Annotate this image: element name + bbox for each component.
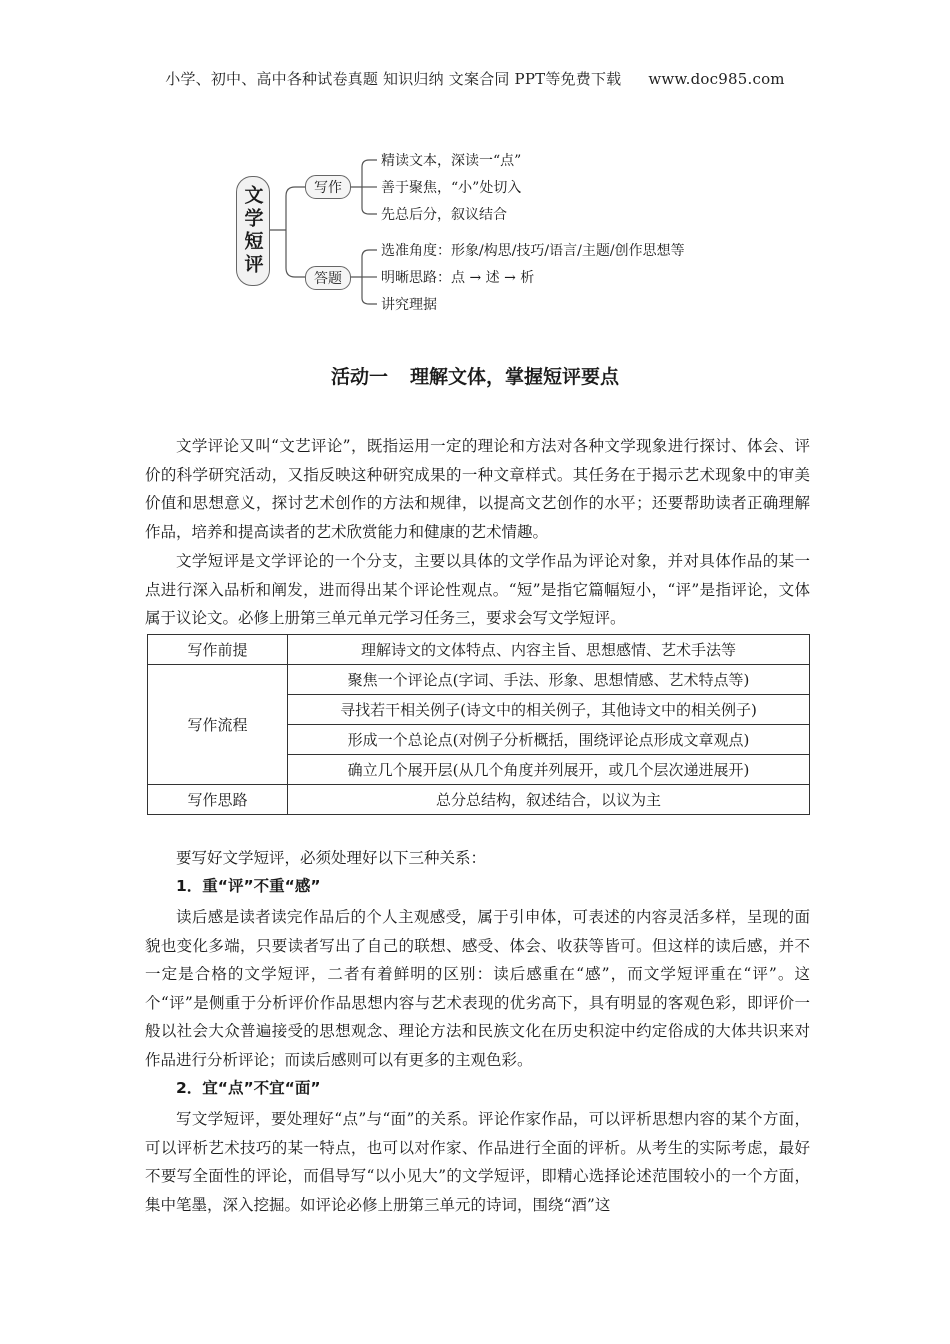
section-title-number: 活动一 bbox=[330, 366, 388, 388]
mind-map-leaf: 精读文本，深读一“点” bbox=[381, 153, 522, 169]
paragraph-intro: 文学评论又叫“文艺评论”，既指运用一定的理论和方法对各种文学现象进行探讨、体会、评价的科学研究活动，又指反映这种研究成果的一种文章样式。其任务在于揭示艺术现象中的审美价值和思想意义，探讨艺术创作的方法和规律，以提高文艺创作的水平；还要帮助读者正确理解作品，培养和提高读者的艺术欣赏能力和健康的艺术情趣。 bbox=[145, 437, 810, 541]
table-row bbox=[148, 665, 810, 695]
header-site: www.doc985.com bbox=[648, 70, 785, 88]
mind-map-leaf: 讲究理据 bbox=[381, 297, 437, 313]
table-cell-label: 写作流程 bbox=[148, 665, 288, 785]
paragraph-point-1: 读后感是读者读完作品后的个人主观感受，属于引申体，可表述的内容灵活多样，呈现的面貌也变化多端，只要读者写出了自己的联想、感受、体会、收获等皆可。但这样的读后感，并不一定是合格的文学短评，二者有着鲜明的区别：读后感重在“感”，而文学短评重在“评”。这个“评”是侧重于分析评价作品思想内容与艺术表现的优劣高下，具有明显的客观色彩，即评价一般以社会大众普遍接受的思想观念、理论方法和民族文化在历史积淀中约定俗成的大体共识来对作品进行分析评论；而读后感则可以有更多的主观色彩。 bbox=[145, 908, 810, 1069]
subheading-1: 1．重“评”不重“感” bbox=[176, 877, 321, 895]
mind-map-leaf: 善于聚焦，“小”处切入 bbox=[381, 180, 522, 196]
table-cell-value: 寻找若干相关例子(诗文中的相关例子，其他诗文中的相关例子) bbox=[288, 695, 810, 725]
writing-table bbox=[147, 634, 810, 815]
table-cell-label: 写作前提 bbox=[148, 635, 288, 665]
paragraph-definition: 文学短评是文学评论的一个分支，主要以具体的文学作品为评论对象，并对具体作品的某一点进行深入品析和阐发，进而得出某个评论性观点。“短”是指它篇幅短小，“评”是指评论，文体属于议论文。必修上册第三单元单元学习任务三，要求会写文学短评。 bbox=[145, 552, 810, 627]
subheading-2: 2．宜“点”不宜“面” bbox=[176, 1079, 321, 1097]
table-cell-value: 聚焦一个评论点(字词、手法、形象、思想情感、艺术特点等) bbox=[288, 665, 810, 695]
section-title bbox=[0, 362, 950, 389]
mind-map-connectors bbox=[0, 0, 950, 340]
header-text: 小学、初中、高中各种试卷真题 知识归纳 文案合同 PPT等免费下载 bbox=[165, 70, 622, 88]
table-cell-value: 确立几个展开层(从几个角度并列展开，或几个层次递进展开) bbox=[288, 755, 810, 785]
mind-map-branch-answering: 答题 bbox=[305, 266, 351, 290]
mind-map-leaf: 选准角度：形象/构思/技巧/语言/主题/创作思想等 bbox=[381, 243, 685, 259]
mind-map bbox=[0, 0, 950, 340]
paragraph-relations: 要写好文学短评，必须处理好以下三种关系： bbox=[176, 849, 487, 867]
table-cell-value: 总分总结构，叙述结合，以议为主 bbox=[288, 785, 810, 815]
table-row bbox=[148, 635, 810, 665]
mind-map-root: 文学短评 bbox=[236, 176, 270, 286]
paragraph-point-2: 写文学短评，要处理好“点”与“面”的关系。评论作家作品，可以评析思想内容的某个方面，可以评析艺术技巧的某一特点，也可以对作家、作品进行全面的评析。从考生的实际考虑，最好不要写全面性的评论，而倡导写“以小见大”的文学短评，即精心选择论述范围较小的一个方面，集中笔墨，深入挖掘。如评论必修上册第三单元的诗词，围绕“酒”这 bbox=[145, 1110, 810, 1214]
section-title-text: 理解文体，掌握短评要点 bbox=[410, 366, 620, 388]
table-cell-label: 写作思路 bbox=[148, 785, 288, 815]
mind-map-leaf: 先总后分，叙议结合 bbox=[381, 207, 507, 223]
mind-map-branch-writing: 写作 bbox=[305, 175, 351, 199]
table-cell-value: 理解诗文的文体特点、内容主旨、思想感情、艺术手法等 bbox=[288, 635, 810, 665]
table-row bbox=[148, 785, 810, 815]
mind-map-leaf: 明晰思路：点 → 述 → 析 bbox=[381, 270, 535, 286]
table-cell-value: 形成一个总论点(对例子分析概括，围绕评论点形成文章观点) bbox=[288, 725, 810, 755]
